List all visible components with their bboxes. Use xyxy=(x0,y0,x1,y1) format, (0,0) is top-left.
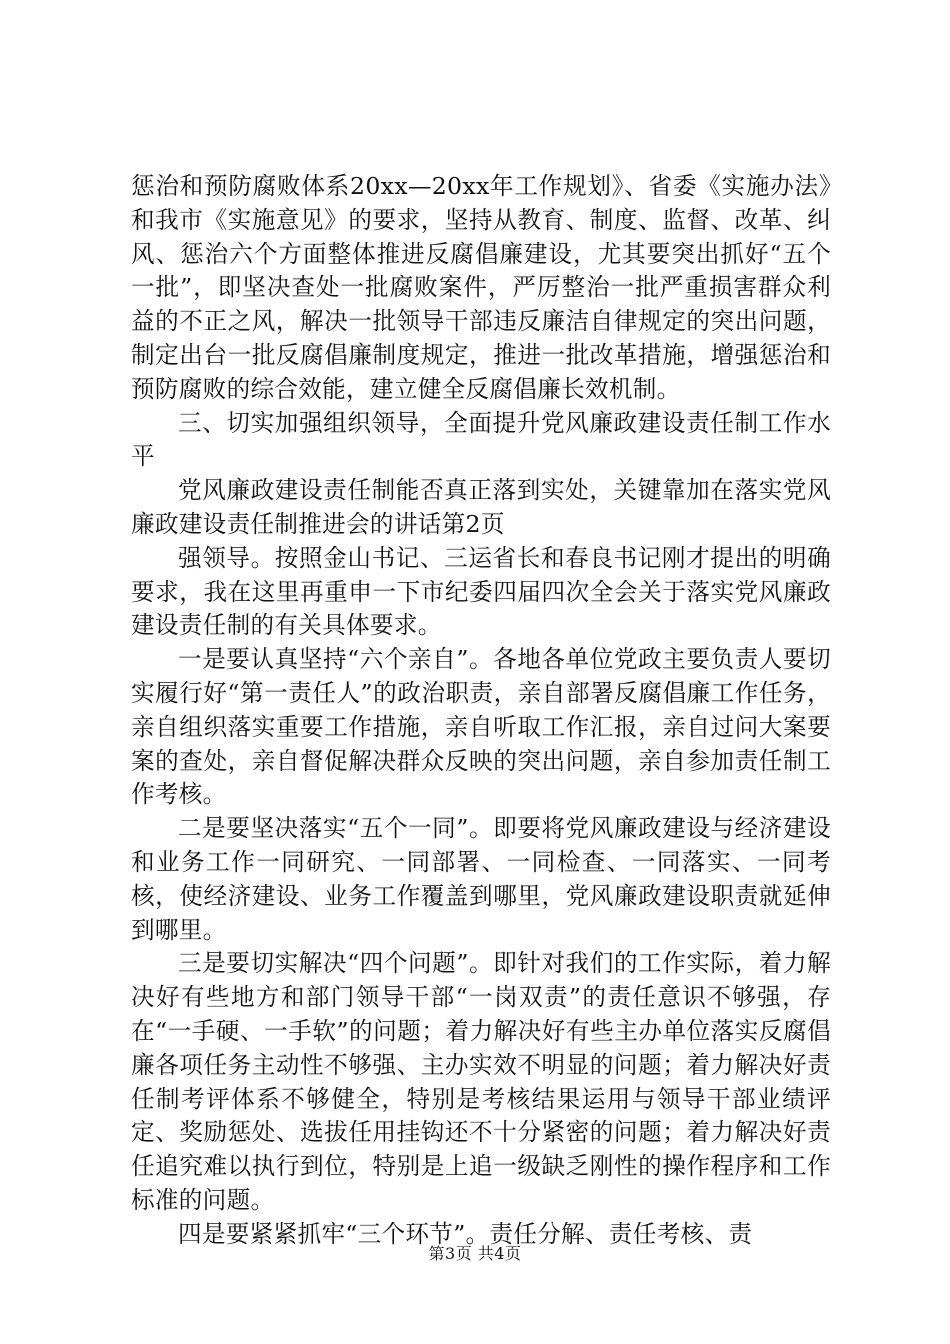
paragraph: 四是要紧紧抓牢“三个环节”。责任分解、责任考核、责 xyxy=(178,1219,753,1248)
page-number-footer: 第3页 共4页 xyxy=(428,1244,522,1263)
paragraph: 强领导。按照金山书记、三运省长和春良书记刚才提出的明确要求，我在这里再重申一下市纪委四届四次全会关于落实党风廉政建设责任制的有关具体要求。 xyxy=(131,543,831,640)
paragraph-continuation: 惩治和预防腐败体系20xx—20xx年工作规划》、省委《实施办法》和我市《实施意见》的要求，坚持从教育、制度、监督、改革、纠风、惩治六个方面整体推进反腐倡廉建设，尤其要突出抓好“五个一批”，即坚决查处一批腐败案件，严厉整治一批严重损害群众利益的不正之风，解决一批领导干部违反廉洁自律规定的突出问题，制定出台一批反腐倡廉制度规定，推进一批改革措施，增强惩治和预防腐败的综合效能，建立健全反腐倡廉长效机制。 xyxy=(131,172,831,403)
paragraph: 二是要坚决落实“五个一同”。即要将党风廉政建设与经济建设和业务工作一同研究、一同部署、一同检查、一同落实、一同考核，使经济建设、业务工作覆盖到哪里，党风廉政建设职责就延伸到哪里。 xyxy=(131,814,831,944)
document-body xyxy=(131,170,831,1252)
paragraph: 党风廉政建设责任制能否真正落到实处，关键靠加在落实党风廉政建设责任制推进会的讲话第2页 xyxy=(131,476,831,538)
paragraph: 三是要切实解决“四个问题”。即针对我们的工作实际，着力解决好有些地方和部门领导干部“一岗双责”的责任意识不够强，存在“一手硬、一手软”的问题；着力解决好有些主办单位落实反腐倡廉各项任务主动性不够强、主办实效不明显的问题；着力解决好责任制考评体系不够健全，特别是考核结果运用与领导干部业绩评定、奖励惩处、选拔任用挂钩还不十分紧密的问题；着力解决好责任追究难以执行到位，特别是上追一级缺乏刚性的操作程序和工作标准的问题。 xyxy=(131,949,831,1214)
section-heading: 三、切实加强组织领导，全面提升党风廉政建设责任制工作水平 xyxy=(131,408,831,471)
paragraph: 一是要认真坚持“六个亲自”。各地各单位党政主要负责人要切实履行好“第一责任人”的政治职责，亲自部署反腐倡廉工作任务，亲自组织落实重要工作措施，亲自听取工作汇报，亲自过问大案要案的查处，亲自督促解决群众反映的突出问题，亲自参加责任制工作考核。 xyxy=(131,645,831,809)
